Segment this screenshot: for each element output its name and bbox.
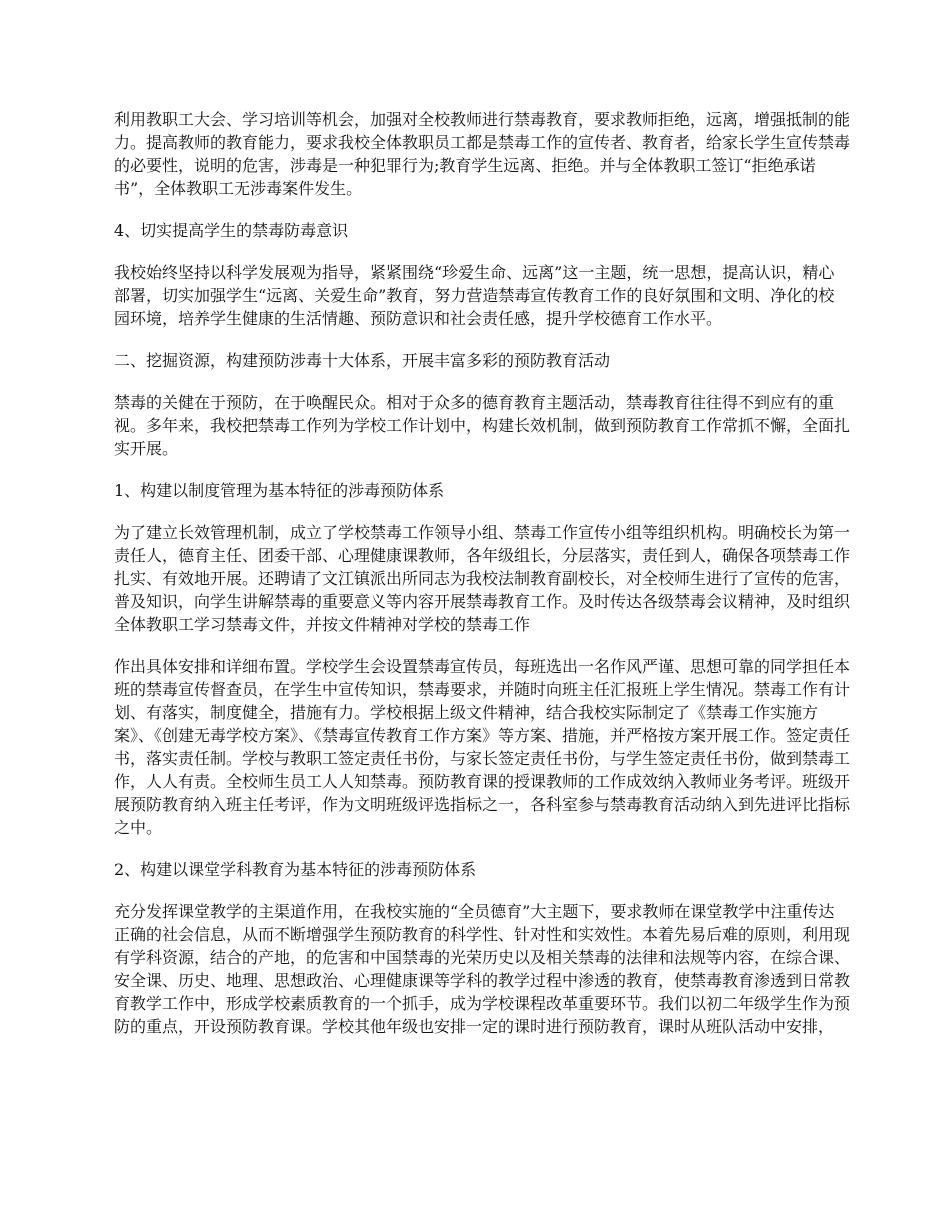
paragraph-teacher-education: 利用教职工大会、学习培训等机会，加强对全校教师进行禁毒教育，要求教师拒绝，远离，增强抵制的能力。提高教师的教育能力，要求我校全体教职员工都是禁毒工作的宣传者、教育者，给家长学生宣传禁毒的必要性，说明的危害，涉毒是一种犯罪行为;教育学生远离、拒绝。并与全体教职工签订“拒绝承诺书”，全体教职工无涉毒案件发生。 [114,110,851,198]
heading-student-awareness: 4、切实提高学生的禁毒防毒意识 [114,221,349,240]
paragraph-management-mechanism: 为了建立长效管理机制，成立了学校禁毒工作领导小组、禁毒工作宣传小组等组织机构。明确校长为第一责任人，德育主任、团委干部、心理健康课教师，各年级组长，分层落实，责任到人，确保各项禁毒工作扎实、有效地开展。还聘请了文江镇派出所同志为我校法制教育副校长，对全校师生进行了宣传的危害，普及知识，向学生讲解禁毒的重要意义等内容开展禁毒教育工作。及时传达各级禁毒会议精神，及时组织全体教职工学习禁毒文件，并按文件精神对学校的禁毒工作 [114,523,851,634]
paragraph-student-awareness: 我校始终坚持以科学发展观为指导，紧紧围绕“珍爱生命、远离”这一主题，统一思想，提高认识，精心部署，切实加强学生“远离、关爱生命”教育，努力营造禁毒宣传教育工作的良好氛围和文明、净化的校园环境，培养学生健康的生活情趣、预防意识和社会责任感，提升学校德育工作水平。 [114,263,835,328]
paragraph-arrangements: 作出具体安排和详细布置。学校学生会设置禁毒宣传员，每班选出一名作风严谨、思想可靠的同学担任本班的禁毒宣传督查员，在学生中宣传知识，禁毒要求，并随时向班主任汇报班上学生情况。禁毒工作有计划、有落实，制度健全，措施有力。学校根据上级文件精神，结合我校实际制定了《禁毒工作实施方案》、《创建无毒学校方案》、《禁毒宣传教育工作方案》等方案、措施，并严格按方案开展工作。签定责任书，落实责任制。学校与教职工签定责任书份，与家长签定责任书份，与学生签定责任书份，做到禁毒工作，人人有责。全校师生员工人人知禁毒。预防教育课的授课教师的工作成效纳入教师业务考评。班级开展预防教育纳入班主任考评，作为文明班级评选指标之一，各科室参与禁毒教育活动纳入到先进评比指标之中。 [114,657,851,837]
heading-classroom-education: 2、构建以课堂学科教育为基本特征的涉毒预防体系 [114,860,477,879]
heading-section-two: 二、挖掘资源，构建预防涉毒十大体系，开展丰富多彩的预防教育活动 [114,351,611,370]
paragraph-classroom-teaching: 充分发挥课堂教学的主渠道作用，在我校实施的“全员德育”大主题下，要求教师在课堂教学中注重传达正确的社会信息，从而不断增强学生预防教育的科学性、针对性和实效性。本着先易后难的原则，利用现有学科资源，结合的产地，的危害和中国禁毒的光荣历史以及相关禁毒的法律和法规等内容，在综合课、安全课、历史、地理、思想政治、心理健康课等学科的教学过程中渗透的教育，使禁毒教育渗透到日常教育教学工作中，形成学校素质教育的一个抓手，成为学校课程改革重要环节。我们以初二年级学生作为预防的重点，开设预防教育课。学校其他年级也安排一定的课时进行预防教育，课时从班队活动中安排， [114,902,851,1036]
heading-system-management: 1、构建以制度管理为基本特征的涉毒预防体系 [114,481,445,500]
paragraph-prevention-key: 禁毒的关健在于预防，在于唤醒民众。相对于众多的德育教育主题活动，禁毒教育往往得不到应有的重视。多年来，我校把禁毒工作列为学校工作计划中，构建长效机制，做到预防教育工作常抓不懈，全面扎实开展。 [114,393,851,458]
document-page [114,108,850,1057]
